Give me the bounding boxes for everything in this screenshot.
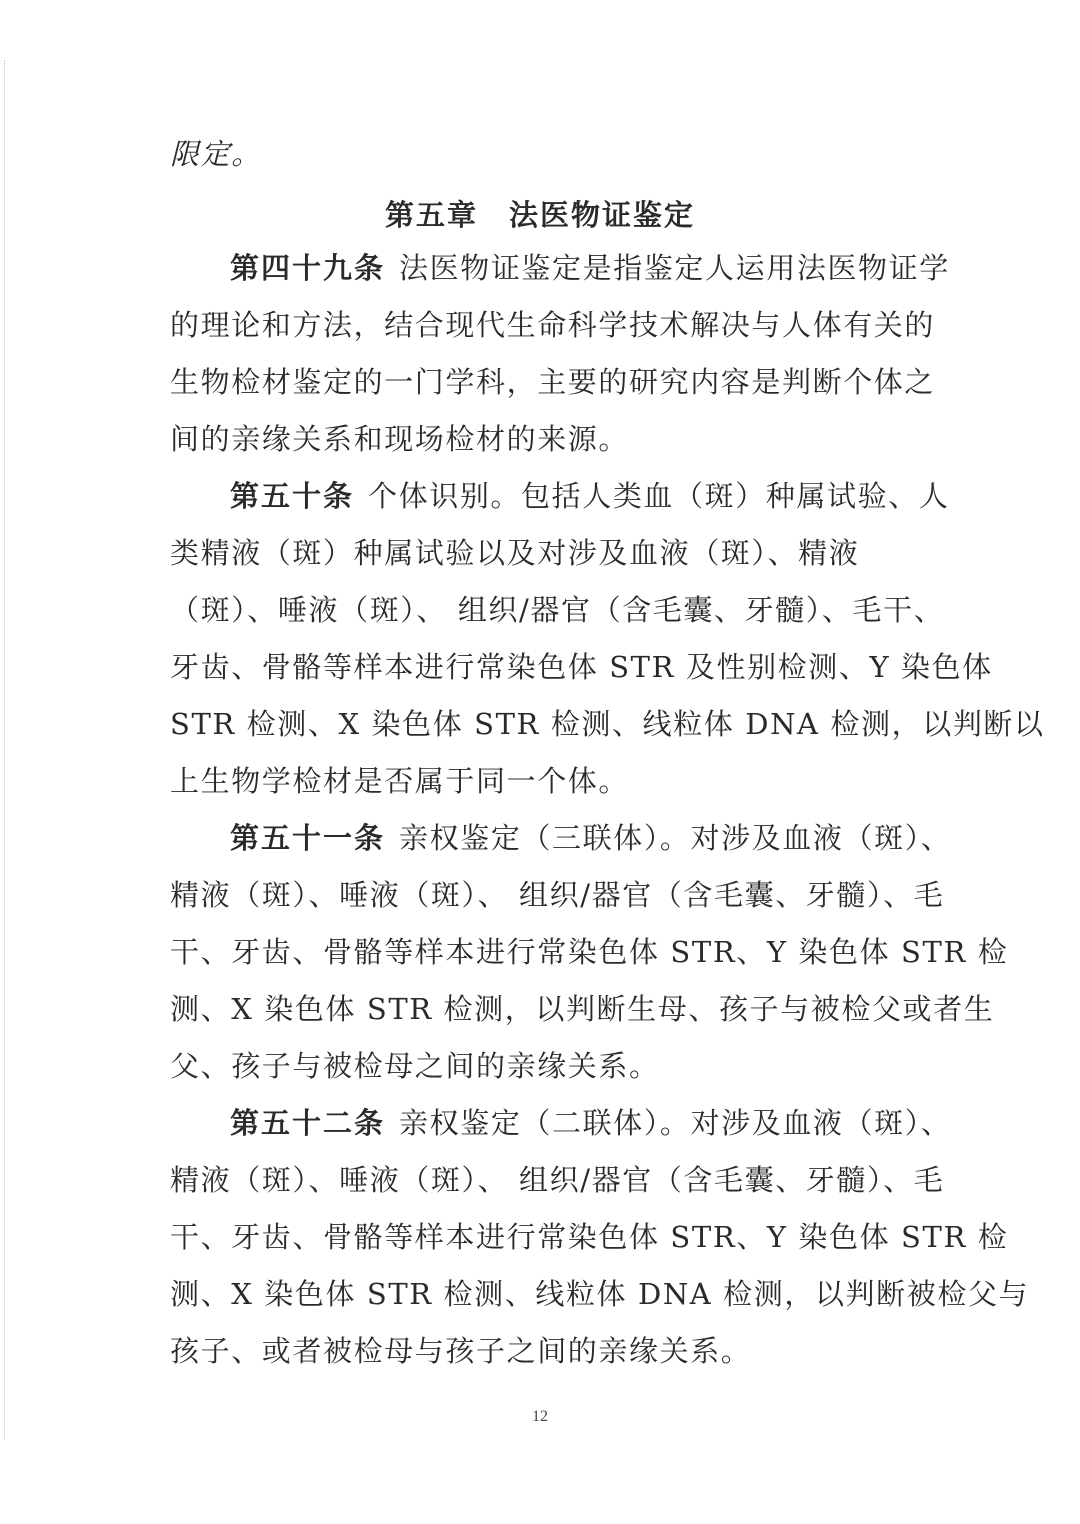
article-line: （斑）、唾液（斑）、 组织/器官（含毛囊、牙髓）、毛干、 (170, 593, 945, 627)
article-51-first-line (230, 818, 952, 858)
article-line: 测、X 染色体 STR 检测、线粒体 DNA 检测，以判断被检父与 (170, 1277, 1030, 1311)
article-50-first-line (230, 476, 950, 516)
article-text: 个体识别。包括人类血（斑）种属试验、人 (368, 479, 950, 513)
article-line: 间的亲缘关系和现场检材的来源。 (170, 422, 630, 456)
page-number: 12 (532, 1408, 548, 1425)
article-line: 类精液（斑）种属试验以及对涉及血液（斑）、精液 (170, 536, 860, 570)
article-line: 牙齿、骨骼等样本进行常染色体 STR 及性别检测、Y 染色体 (170, 650, 993, 684)
article-line: STR 检测、X 染色体 STR 检测、线粒体 DNA 检测，以判断以 (170, 707, 1045, 741)
article-line: 干、牙齿、骨骼等样本进行常染色体 STR、Y 染色体 STR 检 (170, 1220, 1009, 1254)
article-number: 第五十条 (230, 479, 355, 513)
article-line: 精液（斑）、唾液（斑）、 组织/器官（含毛囊、牙髓）、毛 (170, 1163, 945, 1197)
article-text: 亲权鉴定（三联体）。对涉及血液（斑）、 (399, 821, 952, 855)
article-line: 孩子、或者被检母与孩子之间的亲缘关系。 (170, 1334, 752, 1368)
chapter-title: 第五章 法医物证鉴定 (384, 198, 695, 232)
article-52-first-line (230, 1103, 952, 1143)
article-number: 第五十二条 (230, 1106, 386, 1140)
article-text: 法医物证鉴定是指鉴定人运用法医物证学 (399, 251, 950, 285)
article-line: 父、孩子与被检母之间的亲缘关系。 (170, 1049, 660, 1083)
article-line: 精液（斑）、唾液（斑）、 组织/器官（含毛囊、牙髓）、毛 (170, 878, 945, 912)
article-49-first-line (230, 248, 950, 288)
article-number: 第四十九条 (230, 251, 386, 285)
article-line: 干、牙齿、骨骼等样本进行常染色体 STR、Y 染色体 STR 检 (170, 935, 1009, 969)
article-line: 上生物学检材是否属于同一个体。 (170, 764, 630, 798)
scan-edge-mark (4, 60, 6, 1440)
article-line: 的理论和方法，结合现代生命科学技术解决与人体有关的 (170, 308, 936, 342)
article-line: 测、X 染色体 STR 检测，以判断生母、孩子与被检父或者生 (170, 992, 995, 1026)
article-text: 亲权鉴定（二联体）。对涉及血液（斑）、 (399, 1106, 952, 1140)
previous-page-tail: 限定。 (170, 137, 262, 171)
article-line: 生物检材鉴定的一门学科，主要的研究内容是判断个体之 (170, 365, 936, 399)
article-number: 第五十一条 (230, 821, 386, 855)
